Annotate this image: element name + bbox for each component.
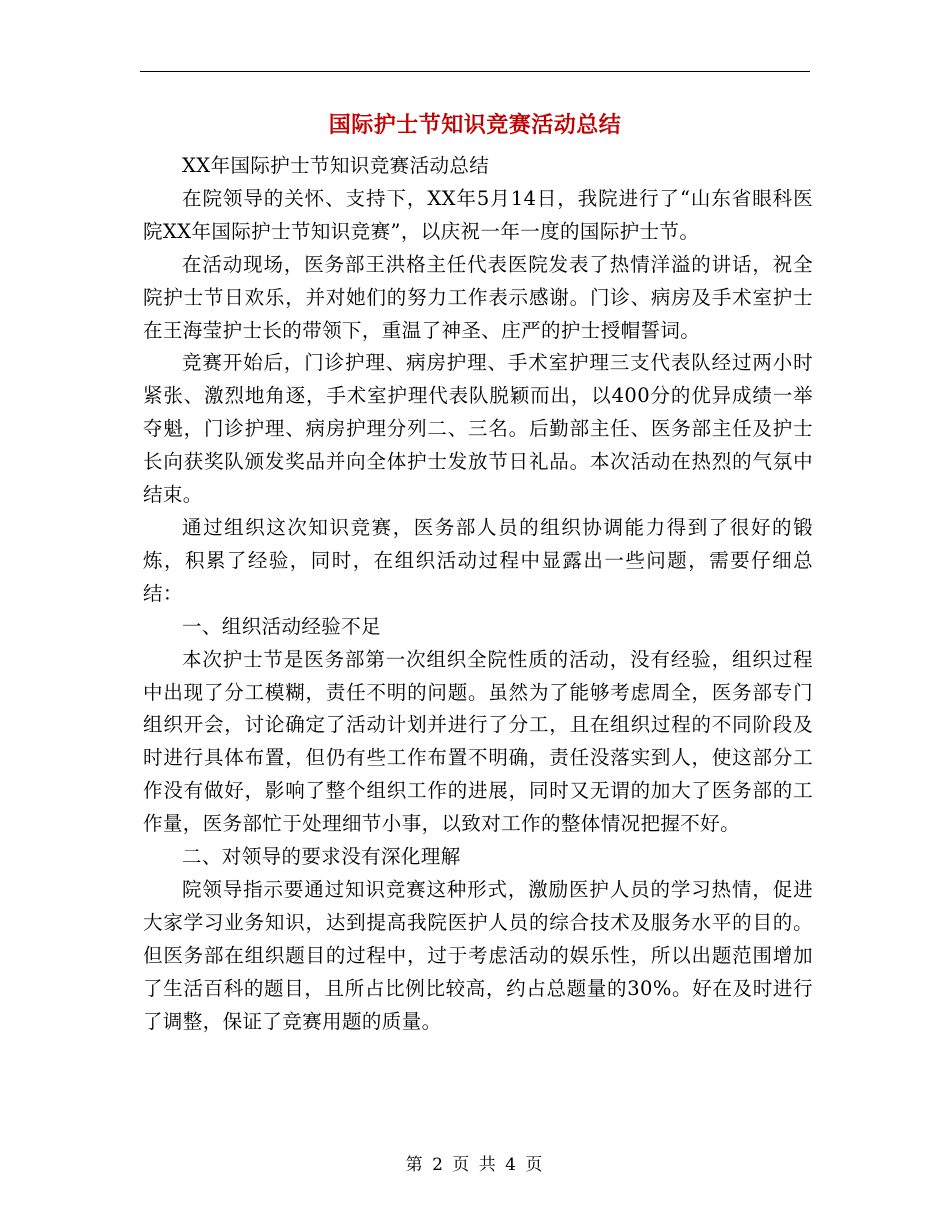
- paragraph-summary-intro: 通过组织这次知识竞赛，医务部人员的组织协调能力得到了很好的锻炼，积累了经验，同时，在组织活动过程中显露出一些问题，需要仔细总结：: [143, 515, 813, 605]
- section-heading-2: 二、对领导的要求没有深化理解: [182, 845, 461, 869]
- section-heading-1: 一、组织活动经验不足: [182, 614, 382, 638]
- page-number-footer: 第 2 页 共 4 页: [405, 1155, 545, 1175]
- header-rule: [140, 71, 810, 72]
- paragraph-ceremony: 在活动现场，医务部王洪格主任代表医院发表了热情洋溢的讲话，祝全院护士节日欢乐，并对她们的努力工作表示感谢。门诊、病房及手术室护士在王海莹护士长的带领下，重温了神圣、庄严的护士授帽誓词。: [143, 252, 813, 342]
- paragraph-subtitle: XX年国际护士节知识竞赛活动总结: [182, 154, 490, 177]
- paragraph-section-1: 本次护士节是医务部第一次组织全院性质的活动，没有经验，组织过程中出现了分工模糊，责任不明的问题。虽然为了能够考虑周全，医务部专门组织开会，讨论确定了活动计划并进行了分工，且在组织过程的不同阶段及时进行具体布置，但仍有些工作布置不明确，责任没落实到人，使这部分工作没有做好，影响了整个组织工作的进展，同时又无谓的加大了医务部的工作量，医务部忙于处理细节小事，以致对工作的整体情况把握不好。: [143, 647, 813, 836]
- document-title: 国际护士节知识竞赛活动总结: [328, 113, 622, 138]
- paragraph-intro: 在院领导的关怀、支持下，XX年5月14日，我院进行了“山东省眼科医院XX年国际护士节知识竞赛”，以庆祝一年一度的国际护士节。: [143, 186, 813, 243]
- paragraph-section-2: 院领导指示要通过知识竞赛这种形式，激励医护人员的学习热情，促进大家学习业务知识，达到提高我院医护人员的综合技术及服务水平的目的。但医务部在组织题目的过程中，过于考虑活动的娱乐性，所以出题范围增加了生活百科的题目，且所占比例比较高，约占总题量的30%。好在及时进行了调整，保证了竞赛用题的质量。: [143, 877, 813, 1033]
- paragraph-competition: 竞赛开始后，门诊护理、病房护理、手术室护理三支代表队经过两小时紧张、激烈地角逐，手术室护理代表队脱颖而出，以400分的优异成绩一举夺魁，门诊护理、病房护理分列二、三名。后勤部主任、医务部主任及护士长向获奖队颁发奖品并向全体护士发放节日礼品。本次活动在热烈的气氛中结束。: [143, 351, 813, 507]
- document-body: [143, 150, 813, 1038]
